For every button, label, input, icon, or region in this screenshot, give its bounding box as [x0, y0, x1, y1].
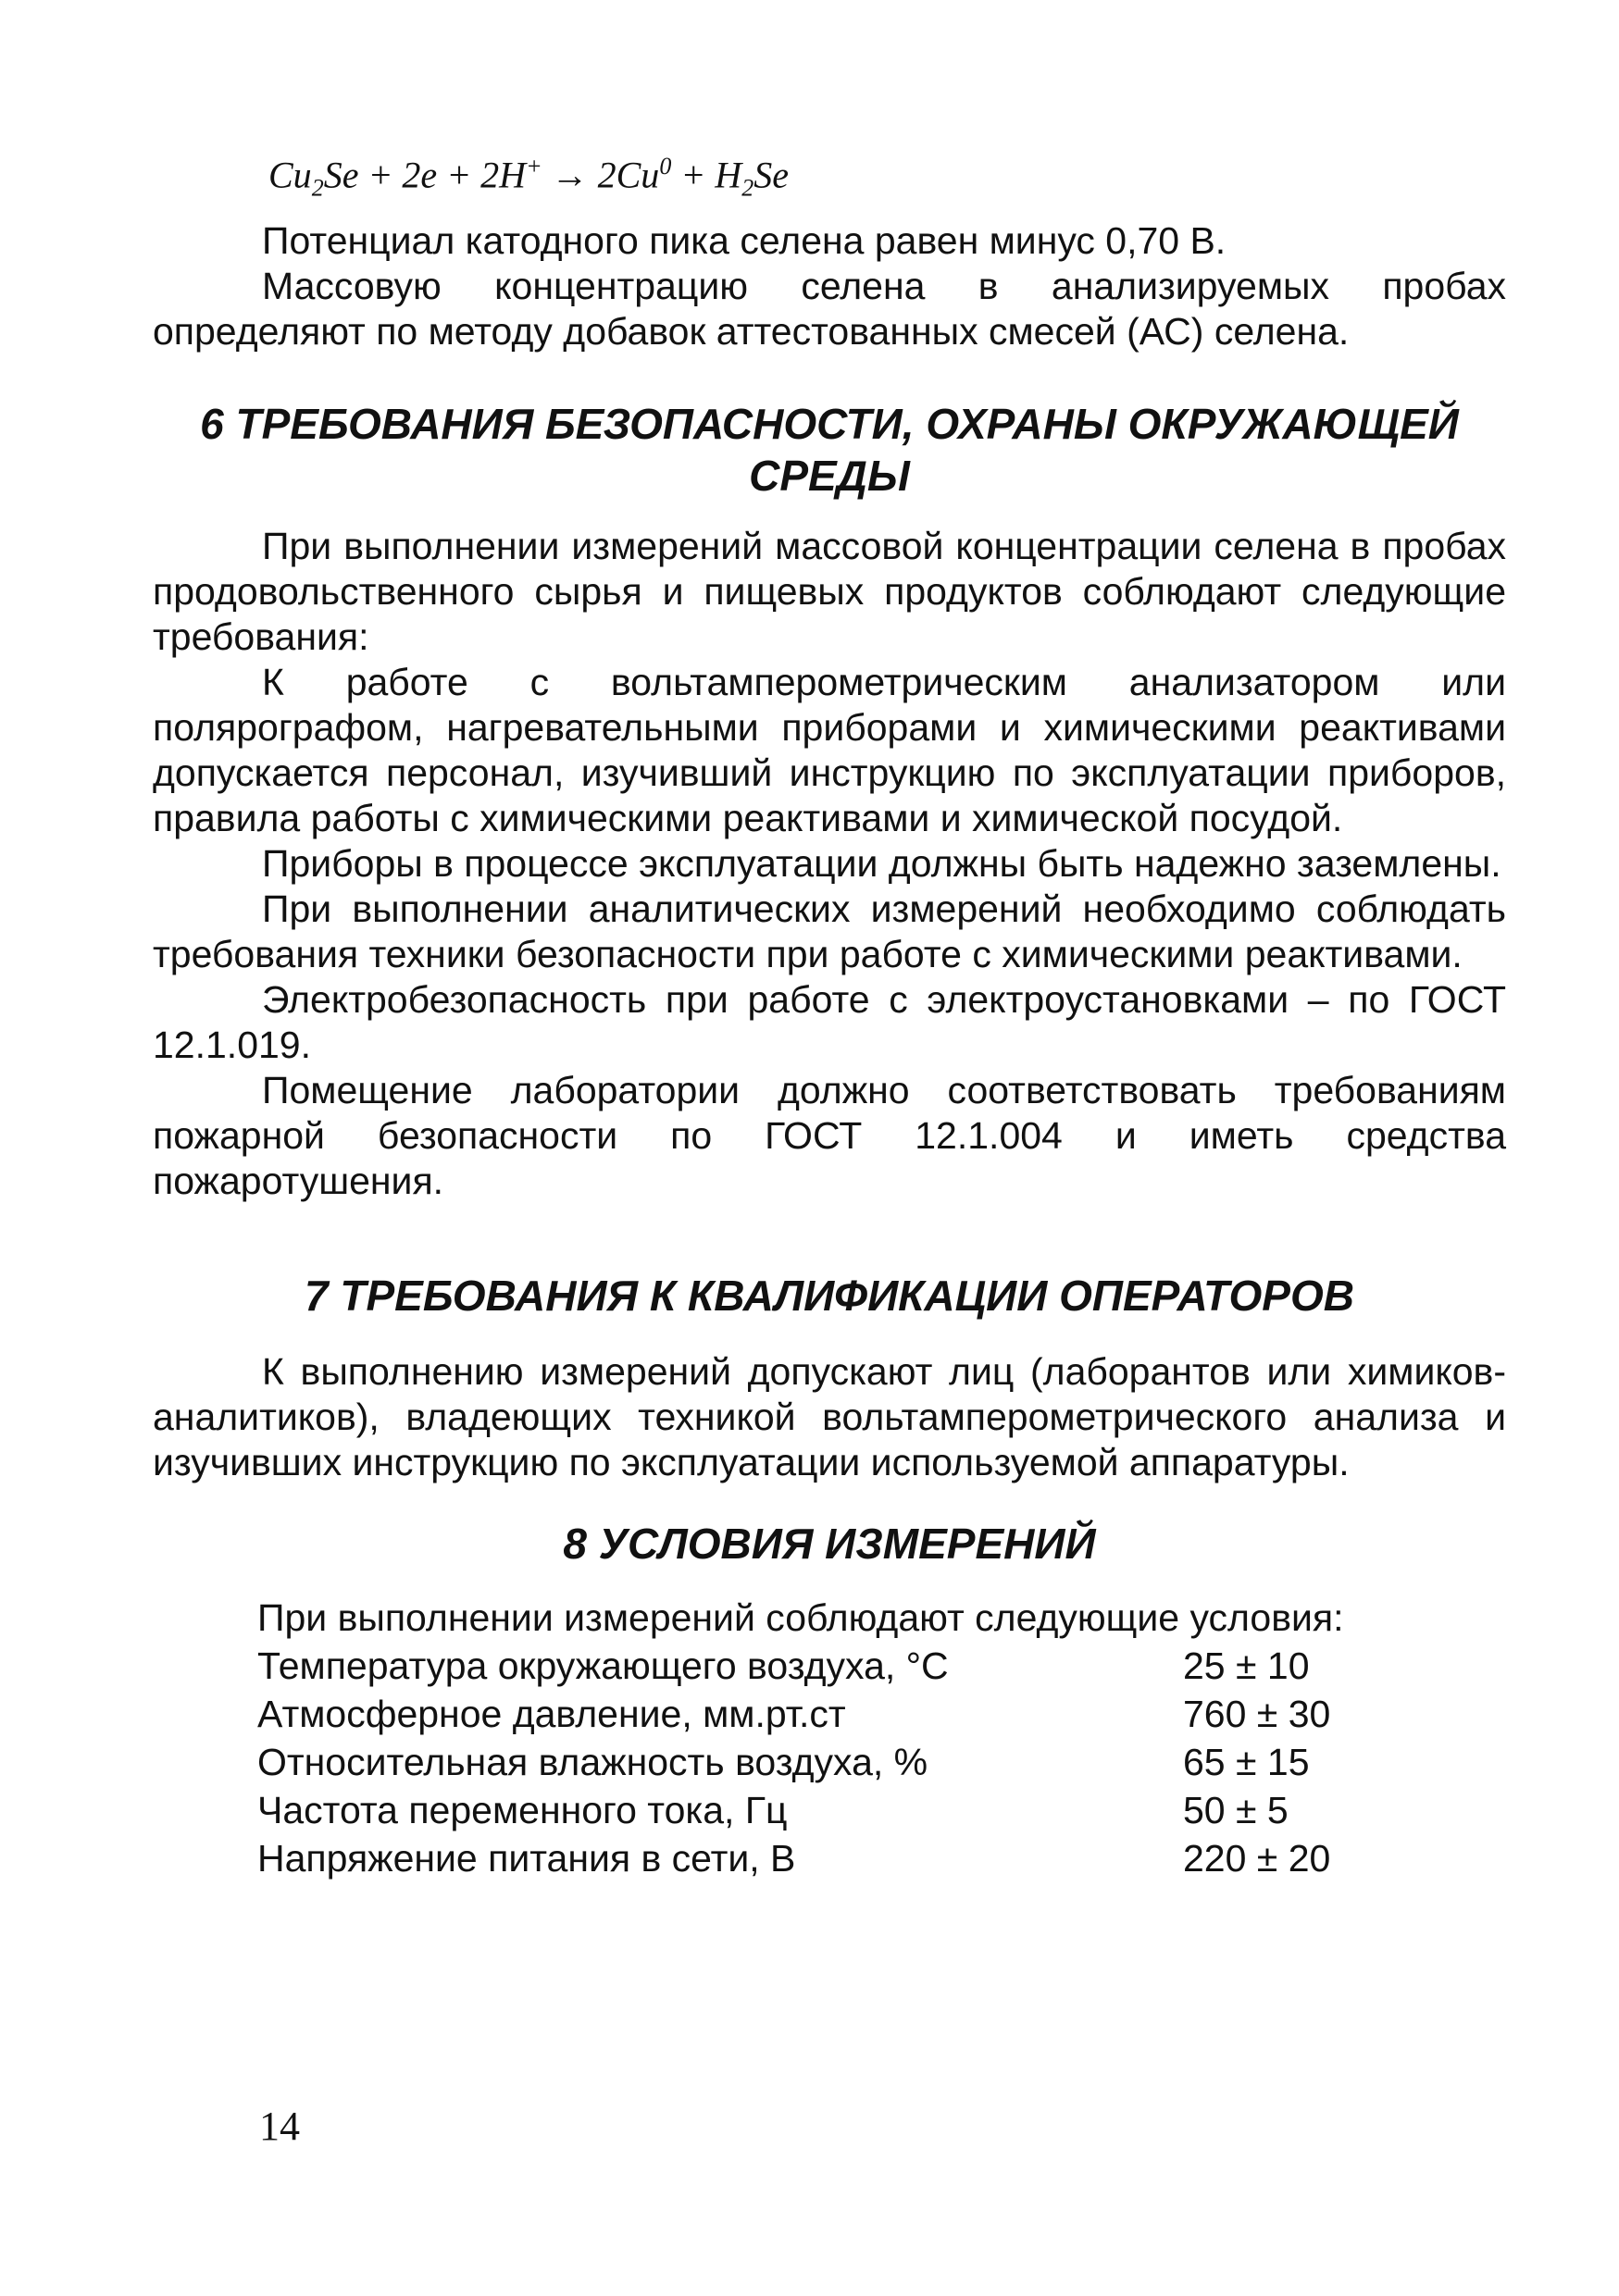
paragraph: Электробезопасность при работе с электроустановками – по ГОСТ 12.1.019.: [153, 978, 1506, 1066]
condition-row: [257, 1738, 1344, 1786]
formula-part: Cu: [268, 154, 312, 196]
paragraph: Приборы в процессе эксплуатации должны быть надежно заземлены.: [262, 842, 1501, 885]
formula-subscript: 2: [311, 174, 324, 202]
heading-line: СРЕДЫ: [749, 452, 910, 500]
condition-row: [257, 1690, 1344, 1738]
formula-part: Se: [753, 154, 789, 196]
formula-part: + H: [671, 154, 742, 196]
condition-value: 25 ± 10: [1183, 1644, 1310, 1687]
condition-value: 760 ± 30: [1183, 1693, 1331, 1735]
condition-value: 50 ± 5: [1183, 1789, 1289, 1831]
paragraph: При выполнении аналитических измерений необходимо соблюдать требования техники безопасности при работе с химическими реактивами.: [153, 887, 1506, 975]
condition-name: Атмосферное давление, мм.рт.ст: [257, 1693, 846, 1735]
condition-value: 220 ± 20: [1183, 1837, 1331, 1880]
page-number: 14: [259, 2104, 300, 2149]
reaction-formula: [268, 153, 789, 202]
condition-row: [257, 1786, 1344, 1834]
heading-line: 7 ТРЕБОВАНИЯ К КВАЛИФИКАЦИИ ОПЕРАТОРОВ: [305, 1272, 1354, 1320]
intro-text: [153, 218, 1506, 354]
formula-part: Se + 2e + 2H: [323, 154, 527, 196]
paragraph: Помещение лаборатории должно соответствовать требованиям пожарной безопасности по ГОСТ 12.1.004 и иметь средства пожаротушения.: [153, 1069, 1506, 1202]
paragraph: К работе с вольтамперометрическим анализатором или полярографом, нагревательными приборами и химическими реактивами допускается персонал, изучивший инструкцию по эксплуатации приборов, правила работы с химическими реактивами и химической посудой.: [153, 661, 1506, 839]
condition-name: Относительная влажность воздуха, %: [257, 1741, 928, 1783]
paragraph: Массовую концентрацию селена в анализируемых пробах определяют по методу добавок аттестованных смесей (АС) селена.: [153, 265, 1506, 353]
condition-name: Частота переменного тока, Гц: [257, 1789, 788, 1831]
section-7-heading: [153, 1270, 1506, 1322]
formula-part: → 2Cu: [542, 154, 660, 196]
heading-line: 8 УСЛОВИЯ ИЗМЕРЕНИЙ: [563, 1520, 1096, 1568]
condition-value: 65 ± 15: [1183, 1741, 1310, 1783]
heading-line: 6 ТРЕБОВАНИЯ БЕЗОПАСНОСТИ, ОХРАНЫ ОКРУЖАЮЩЕЙ: [200, 400, 1459, 448]
section-8-heading: [153, 1518, 1506, 1570]
condition-row: [257, 1642, 1344, 1690]
condition-name: Напряжение питания в сети, В: [257, 1837, 796, 1880]
section-6-heading: [153, 398, 1506, 502]
condition-name: Температура окружающего воздуха, °С: [257, 1644, 949, 1687]
paragraph: Потенциал катодного пика селена равен минус 0,70 В.: [262, 219, 1227, 262]
formula-superscript: +: [526, 153, 542, 180]
section-7-body: [153, 1349, 1506, 1485]
condition-row: [257, 1834, 1344, 1882]
formula-subscript: 2: [741, 174, 754, 202]
formula-superscript: 0: [659, 153, 672, 180]
section-6-body: [153, 524, 1506, 1204]
paragraph: При выполнении измерений массовой концентрации селена в пробах продовольственного сырья и пищевых продуктов соблюдают следующие требования:: [153, 525, 1506, 658]
paragraph: К выполнению измерений допускают лиц (лаборантов или химиков-аналитиков), владеющих техникой вольтамперометрического анализа и изучивших инструкцию по эксплуатации используемой аппаратуры.: [153, 1350, 1506, 1483]
conditions-intro: При выполнении измерений соблюдают следующие условия:: [257, 1596, 1344, 1639]
conditions-list: [257, 1594, 1344, 1882]
